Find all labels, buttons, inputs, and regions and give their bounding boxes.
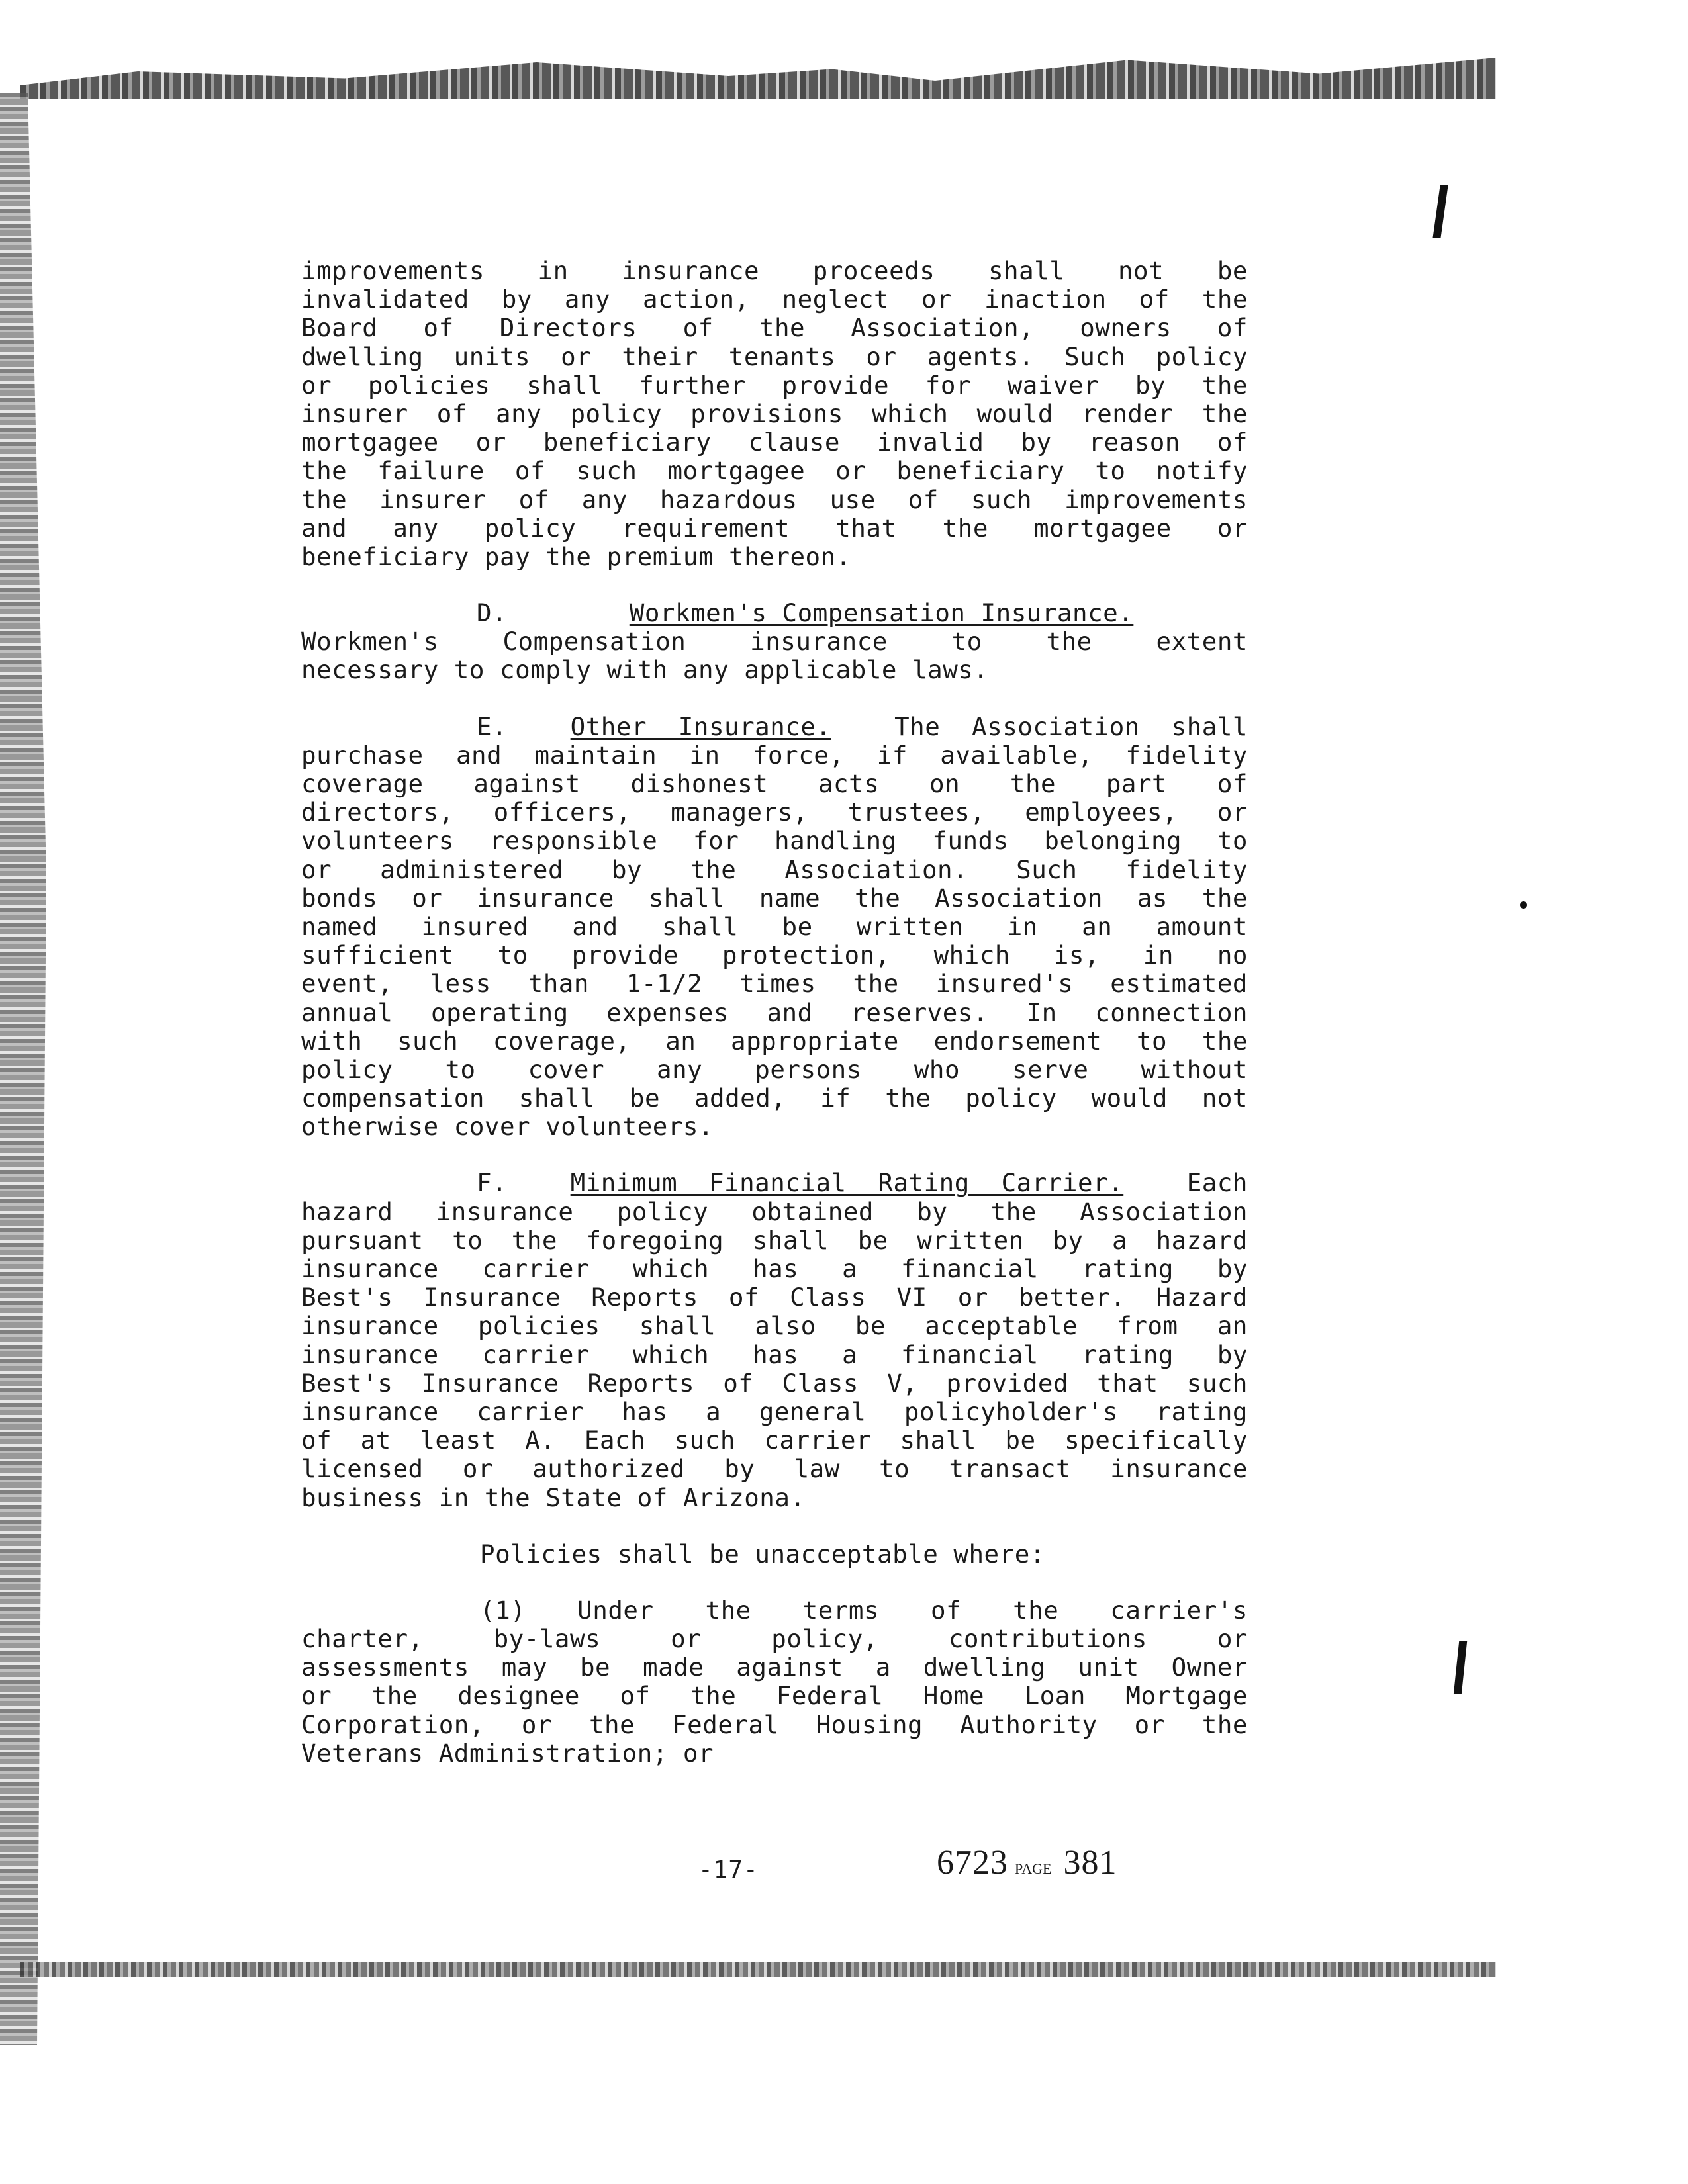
text-line: hazard insurance policy obtained by the Association <box>301 1197 1248 1226</box>
text-line: insurer of any policy provisions which would render the <box>301 398 1248 428</box>
text-line: annual operating expenses and reserves. In connection <box>301 997 1248 1027</box>
paragraph-continuation <box>301 257 1248 571</box>
text-line: insurance carrier which has a financial rating by <box>301 1340 1248 1369</box>
section-letter: D. <box>477 598 508 628</box>
margin-mark-bottom <box>1454 1641 1467 1694</box>
text-line: policy to cover any persons who serve without <box>301 1054 1248 1084</box>
text-line: event, less than 1-1/2 times the insured's estimated <box>301 969 1248 999</box>
text-line: licensed or authorized by law to transact insurance <box>301 1454 1248 1484</box>
text-line: Board of Directors of the Association, owners of <box>301 313 1248 343</box>
margin-mark-top <box>1432 185 1448 238</box>
page-number: -17- <box>698 1856 759 1884</box>
text-line: the insurer of any hazardous use of such improvements <box>301 484 1248 514</box>
section-d <box>301 599 1248 685</box>
text-line: compensation shall be added, if the policy would not <box>301 1083 1248 1113</box>
text-line: improvements in insurance proceeds shall not be <box>301 256 1248 285</box>
text-line: pursuant to the foregoing shall be written by a hazard <box>301 1225 1248 1255</box>
text-line: business in the State of Arizona. <box>301 1482 806 1512</box>
text-line: Workmen's Compensation insurance to the extent <box>301 627 1248 657</box>
text-line: coverage against dishonest acts on the part of <box>301 769 1248 798</box>
page-label: PAGE <box>1015 1860 1052 1877</box>
text-line: with such coverage, an appropriate endorsement to the <box>301 1026 1248 1056</box>
section-heading: Minimum Financial Rating Carrier. <box>570 1168 1124 1198</box>
text-line: or administered by the Association. Such fidelity <box>301 854 1248 884</box>
section-text: The Association shall <box>894 711 1248 741</box>
text-line: insurance carrier which has a financial rating by <box>301 1254 1248 1283</box>
section-heading: Other Insurance. <box>570 711 831 741</box>
scan-border-bottom <box>20 1962 1496 1977</box>
text-line: and any policy requirement that the mortgagee or <box>301 513 1248 543</box>
section-e <box>301 713 1248 1142</box>
section-f <box>301 1169 1248 1512</box>
text-line: insurance policies shall also be acceptable from an <box>301 1311 1248 1341</box>
section-e-heading-line <box>301 713 1248 741</box>
text-line: mortgagee or beneficiary clause invalid by reason of <box>301 428 1248 457</box>
document-body <box>301 257 1248 1796</box>
book-number: 6723 <box>937 1844 1008 1882</box>
item-1 <box>301 1596 1248 1768</box>
section-letter: F. <box>477 1168 508 1198</box>
text-line: sufficient to provide protection, which is, in no <box>301 940 1248 970</box>
text-line: beneficiary pay the premium thereon. <box>301 541 851 571</box>
text-line: Best's Insurance Reports of Class VI or better. Hazard <box>301 1283 1248 1312</box>
text-line: charter, by-laws or policy, contributions or <box>301 1624 1248 1654</box>
text-line: Corporation, or the Federal Housing Authority or the <box>301 1709 1248 1739</box>
text-line: or policies shall further provide for waiver by the <box>301 370 1248 400</box>
text-line: necessary to comply with any applicable laws. <box>301 655 989 685</box>
text-line: bonds or insurance shall name the Association as the <box>301 883 1248 913</box>
text-line: directors, officers, managers, trustees, employees, or <box>301 797 1248 827</box>
text-line: assessments may be made against a dwelling unit Owner <box>301 1653 1248 1682</box>
text-line: Best's Insurance Reports of Class V, provided that such <box>301 1368 1248 1398</box>
section-f-heading-line <box>301 1169 1248 1197</box>
text-line: otherwise cover volunteers. <box>301 1112 714 1142</box>
stamp-page-number: 381 <box>1063 1844 1117 1882</box>
section-heading: Workmen's Compensation Insurance. <box>629 598 1134 628</box>
section-text: Each <box>1186 1168 1248 1198</box>
text-line: invalidated by any action, neglect or inaction of the <box>301 285 1248 314</box>
margin-dot <box>1520 901 1527 909</box>
text-line: of at least A. Each such carrier shall be specifically <box>301 1426 1248 1455</box>
scan-border-top <box>20 53 1496 99</box>
scan-border-left <box>0 93 46 2045</box>
text-line: named insured and shall be written in an amount <box>301 911 1248 941</box>
text-line: dwelling units or their tenants or agents. Such policy <box>301 341 1248 371</box>
text-line: purchase and maintain in force, if available, fidelity <box>301 740 1248 770</box>
section-letter: E. <box>477 711 508 741</box>
text-line: the failure of such mortgagee or beneficiary to notify <box>301 456 1248 486</box>
book-page-stamp <box>937 1843 1117 1882</box>
text-line: (1) Under the terms of the carrier's <box>480 1595 1248 1625</box>
section-d-heading-line <box>301 599 1248 627</box>
text-line: insurance carrier has a general policyholder's rating <box>301 1396 1248 1426</box>
text-line: volunteers responsible for handling funds belonging to <box>301 826 1248 856</box>
text-line: or the designee of the Federal Home Loan Mortgage <box>301 1681 1248 1711</box>
policies-intro: Policies shall be unacceptable where: <box>480 1539 1045 1569</box>
text-line: Veterans Administration; or <box>301 1738 714 1768</box>
